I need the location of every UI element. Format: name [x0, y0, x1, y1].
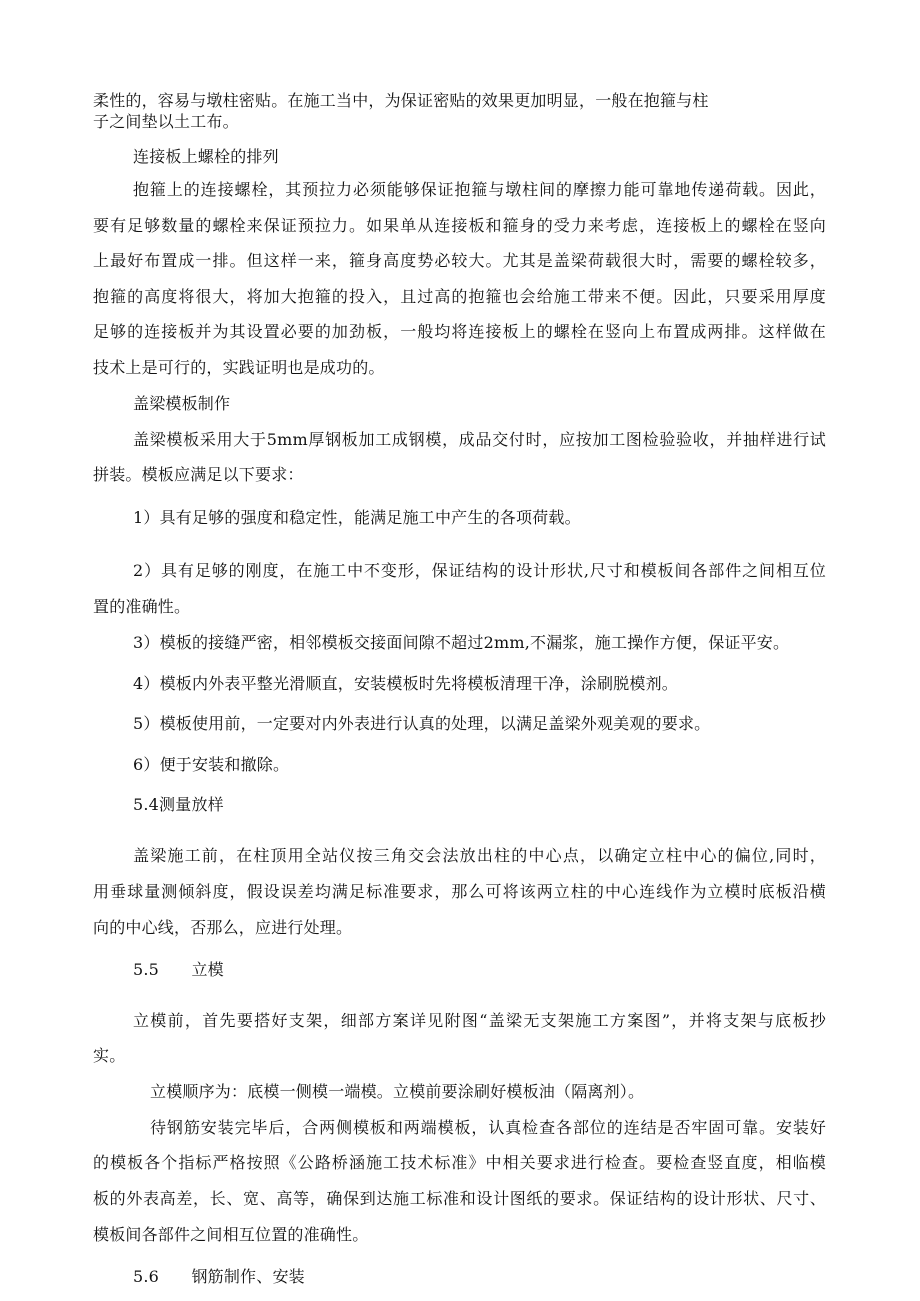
list-item: 3）模板的接缝严密，相邻模板交接面间隙不超过2mm,不漏浆，施工操作方便，保证平安。 — [133, 633, 790, 652]
paragraph-line: 要有足够数量的螺栓来保证预拉力。如果单从连接板和箍身的受力来考虑，连接板上的螺栓在竖向 — [93, 216, 826, 235]
list-item: 2）具有足够的刚度，在施工中不变形，保证结构的设计形状,尺寸和模板间各部件之间相互位 — [133, 561, 826, 580]
paragraph-line: 盖梁施工前，在柱顶用全站仪按三角交会法放出柱的中心点，以确定立柱中心的偏位,同时， — [133, 846, 826, 865]
paragraph-line: 待钢筋安装完毕后，合两侧模板和两端模板，认真检查各部位的连结是否牢固可靠。安装好 — [150, 1118, 826, 1137]
section-heading: 5.4测量放样 — [133, 795, 224, 814]
paragraph-line: 立模顺序为：底模一侧模一端模。立模前要涂刷好模板油（隔离剂）。 — [150, 1082, 645, 1101]
paragraph-line: 技术上是可行的，实践证明也是成功的。 — [93, 358, 385, 377]
paragraph-line: 抱箍上的连接螺栓，其预拉力必须能够保证抱箍与墩柱间的摩擦力能可靠地传递荷载。因此， — [133, 180, 826, 199]
section-heading: 5.6 钢筋制作、安装 — [133, 1267, 305, 1286]
section-heading: 连接板上螺栓的排列 — [133, 147, 279, 166]
paragraph-line: 上最好布置成一排。但这样一来，箍身高度势必较大。尤其是盖梁荷载很大时，需要的螺栓较多， — [93, 251, 826, 270]
paragraph-line: 的模板各个指标严格按照《公路桥涵施工技术标准》中相关要求进行检查。要检查竖直度，相临模 — [93, 1153, 826, 1172]
paragraph-line: 子之间垫以土工布。 — [93, 112, 239, 131]
paragraph-line: 拼装。模板应满足以下要求： — [93, 465, 304, 484]
paragraph-line: 立模前，首先要搭好支架，细部方案详见附图“盖梁无支架施工方案图”，并将支架与底板抄 — [133, 1011, 826, 1030]
list-item: 5）模板使用前，一定要对内外表进行认真的处理，以满足盖梁外观美观的要求。 — [133, 714, 711, 733]
paragraph-line: 板的外表高差，长、宽、高等，确保到达施工标准和设计图纸的要求。保证结构的设计形状、尺寸、 — [93, 1189, 826, 1208]
paragraph-line: 柔性的，容易与墩柱密贴。在施工当中，为保证密贴的效果更加明显，一般在抱箍与柱 — [93, 91, 709, 110]
section-heading: 5.5 立模 — [133, 960, 224, 979]
list-item: 4）模板内外表平整光滑顺直，安装模板时先将模板清理干净，涂刷脱模剂。 — [133, 674, 678, 693]
paragraph-line: 实。 — [93, 1046, 126, 1065]
paragraph-line: 置的准确性。 — [93, 597, 191, 616]
paragraph-line: 足够的连接板并为其设置必要的加劲板，一般均将连接板上的螺栓在竖向上布置成两排。这样做在 — [93, 322, 826, 341]
paragraph-line: 向的中心线，否那么，应进行处理。 — [93, 918, 353, 937]
paragraph-line: 盖梁模板采用大于5mm厚钢板加工成钢模，成品交付时，应按加工图检验验收，并抽样进行试 — [133, 430, 826, 449]
list-item: 1）具有足够的强度和稳定性，能满足施工中产生的各项荷载。 — [133, 508, 581, 527]
paragraph-line: 模板间各部件之间相互位置的准确性。 — [93, 1225, 369, 1244]
section-heading: 盖梁模板制作 — [133, 394, 231, 413]
paragraph-line: 抱箍的高度将很大，将加大抱箍的投入，且过高的抱箍也会给施工带来不便。因此，只要采用厚度 — [93, 287, 826, 306]
list-item: 6）便于安装和撤除。 — [133, 755, 290, 774]
paragraph-line: 用垂球量测倾斜度，假设误差均满足标准要求，那么可将该两立柱的中心连线作为立模时底板沿横 — [93, 882, 826, 901]
